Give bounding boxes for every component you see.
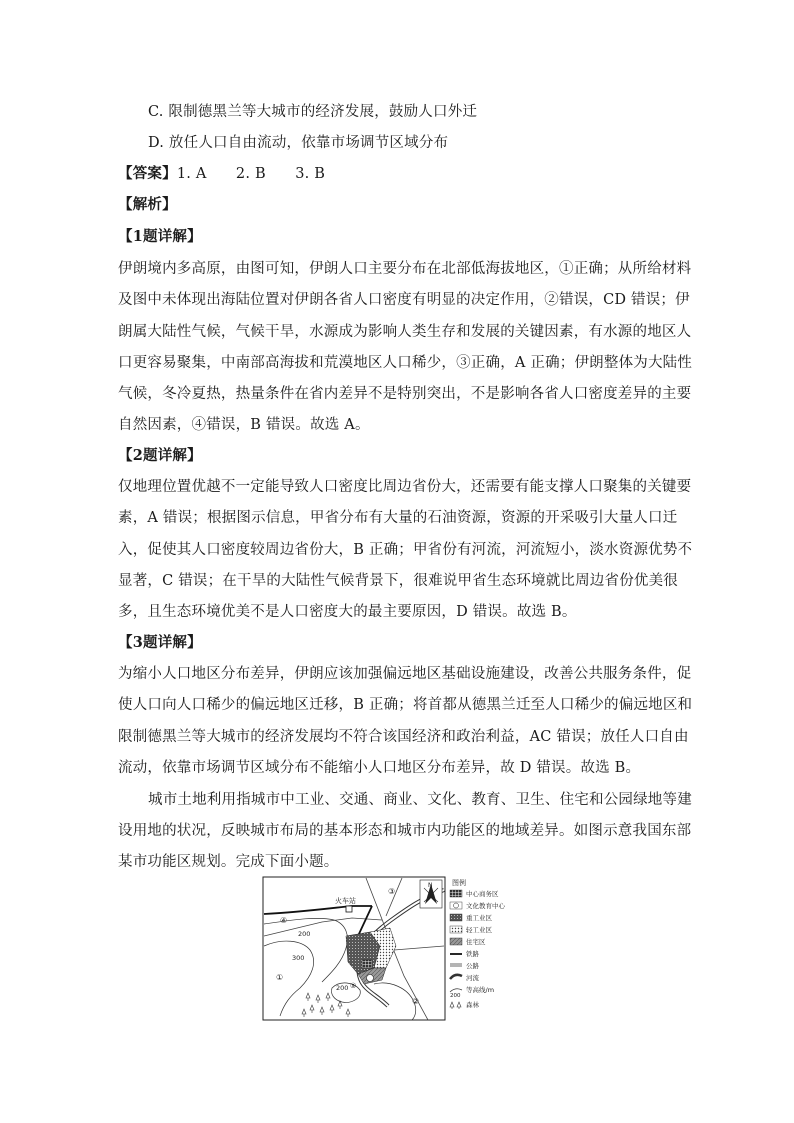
q1-line: 气候，冬冷夏热，热量条件在省内差异不是特别突出，不是影响各省人口密度差异的主要: [118, 386, 692, 402]
legend-swatch: [450, 989, 462, 992]
answer-label: 【答案】: [118, 165, 177, 182]
option-d: D. 放任人口自由流动，依靠市场调节区域分布: [148, 135, 449, 151]
q3-line: 为缩小人口地区分布差异，伊朗应该加强偏远地区基础设施建设，改善公共服务条件，促: [118, 666, 692, 682]
legend-swatch: [450, 914, 462, 921]
q2-heading: 【2题详解】: [118, 447, 202, 464]
region-label: ②: [412, 997, 420, 1006]
answer-values: 1. A 2. B 3. B: [176, 166, 326, 182]
contour-value: 200: [336, 984, 349, 992]
region-label: ①: [276, 973, 284, 982]
answer-line: [118, 164, 325, 184]
region-label: ④: [280, 916, 288, 925]
legend-contour-value: 200: [450, 993, 461, 999]
q3-heading: 【3题详解】: [118, 634, 202, 651]
legend-swatch: [450, 938, 462, 945]
legend-item: 重工业区: [466, 914, 492, 922]
q1-line: 自然因素，④错误，B 错误。故选 A。: [118, 417, 370, 433]
city-function-map: [262, 876, 530, 1022]
legend-swatch: [450, 890, 462, 897]
legend-swatch: [450, 975, 462, 979]
contour-value: 300: [292, 954, 305, 962]
analysis-heading: 【解析】: [118, 196, 177, 213]
train-station-icon: [346, 906, 352, 912]
q1-line: 及图中未体现出海陆位置对伊朗各省人口密度有明显的决定作用，②错误，CD 错误；伊: [118, 292, 690, 308]
legend-item: 轻工业区: [466, 926, 492, 934]
region-label: ③: [388, 887, 396, 896]
intro-line: 某市功能区规划。完成下面小题。: [118, 854, 339, 870]
cbd-zone: [362, 960, 372, 968]
legend-item: 中心商务区: [466, 890, 499, 898]
q2-line: 入，促使其人口密度较周边省份大，B 正确；甲省份有河流，河流短小，淡水资源优势不: [118, 542, 693, 558]
legend-item: 等高线/m: [466, 986, 495, 994]
north-label: N: [428, 882, 433, 889]
option-c: C. 限制德黑兰等大城市的经济发展，鼓励人口外迁: [148, 104, 478, 120]
legend-swatch: [450, 926, 462, 933]
legend-swatch: [450, 1002, 461, 1009]
q2-line: 仅地理位置优越不一定能导致人口密度比周边省份大，还需要有能支撑人口聚集的关键要: [118, 479, 692, 495]
intro-line: 城市土地利用指城市中工业、交通、商业、文化、教育、卫生、住宅和公园绿地等建: [148, 792, 692, 808]
contour-value: 200: [298, 930, 311, 938]
legend-item: 文化教育中心: [466, 902, 505, 910]
map-legend: [450, 878, 506, 1009]
q2-line: 多，且生态环境优美不是人口密度大的最主要原因，D 错误。故选 B。: [118, 604, 577, 620]
region-label: ⑤: [350, 982, 357, 990]
q2-line: 显著，C 错误；在干旱的大陆性气候背景下，很难说甲省生态环境就比周边省份优美很: [118, 573, 679, 589]
legend-item: 住宅区: [466, 938, 486, 946]
legend-item: 河流: [466, 974, 479, 982]
legend-item: 公路: [466, 962, 479, 970]
legend-swatch: [454, 903, 459, 908]
q2-line: 素，A 错误；根据图示信息，甲省分布有大量的石油资源，资源的开采吸引大量人口迁: [118, 510, 678, 526]
culture-education-center: [367, 975, 374, 982]
intro-line: 设用地的状况，反映城市布局的基本形态和城市内功能区的地域差异。如图示意我国东部: [118, 823, 692, 839]
q1-line: 朗属大陆性气候，气候干旱，水源成为影响人类生存和发展的关键因素，有水源的地区人: [118, 324, 692, 340]
q1-heading: 【1题详解】: [118, 228, 202, 245]
q3-line: 流动，依靠市场调节区域分布不能缩小人口地区分布差异，故 D 错误。故选 B。: [118, 760, 641, 776]
q1-line: 口更容易聚集，中南部高海拔和荒漠地区人口稀少，③正确，A 正确；伊朗整体为大陆性: [118, 355, 693, 371]
station-label: 火车站: [335, 897, 356, 905]
q3-line: 使人口向人口稀少的偏远地区迁移，B 正确；将首都从德黑兰迁至人口稀少的偏远地区和: [118, 697, 693, 713]
q1-line: 伊朗境内多高原，由图可知，伊朗人口主要分布在北部低海拔地区，①正确；从所给材料: [118, 261, 692, 277]
legend-title: 图例: [452, 879, 466, 887]
legend-item: 森林: [466, 1001, 479, 1009]
q3-line: 限制德黑兰等大城市的经济发展均不符合该国经济和政治利益，AC 错误；放任人口自由: [118, 729, 689, 745]
legend-item: 铁路: [466, 950, 479, 958]
